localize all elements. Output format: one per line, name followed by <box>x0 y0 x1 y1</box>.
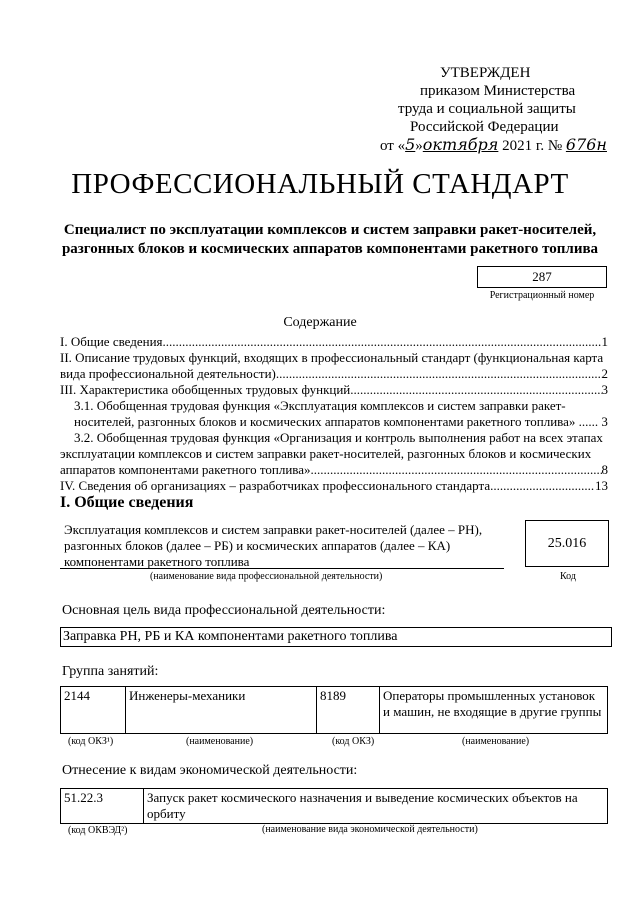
divider <box>60 568 504 569</box>
toc-item[interactable]: II. Описание трудовых функций, входящих в профессиональный стандарт (функциональная карта вида профессиональной деятельности) ..... 2 <box>60 350 608 382</box>
registration-number: 287 <box>477 266 607 288</box>
econ-activity-name: Запуск ракет космического назначения и выведение космических объектов на орбиту <box>144 789 608 824</box>
caption-name: (наименование) <box>462 736 530 747</box>
econ-table <box>60 788 608 824</box>
goal-label: Основная цель вида профессиональной деятельности: <box>62 603 386 618</box>
approval-line: труда и социальной защиты <box>398 101 576 117</box>
activity-code: 25.016 <box>525 520 609 567</box>
activity-name: Эксплуатация комплексов и систем заправки ракет-носителей (далее – РН), разгонных блоков (далее – РБ) и космических аппаратов (далее – КА) компонентами ракетного топлива <box>64 522 483 569</box>
group-label: Группа занятий: <box>62 664 159 679</box>
toc-item[interactable]: 3.2. Обобщенная трудовая функция «Организация и контроль выполнения работ на всех этапах эксплуатации комплексов и систем заправки ракет-носителей, разгонных блоков и космических аппаратов компонентами ракетного топлива» ..... 8 <box>60 430 608 478</box>
okved-code: 51.22.3 <box>61 789 144 824</box>
table-row <box>61 789 608 824</box>
occupation-name: Операторы промышленных установок и машин, не входящие в другие группы <box>380 687 608 734</box>
okz-code: 2144 <box>61 687 126 734</box>
date-day: 5 <box>405 135 416 154</box>
standard-name: Специалист по эксплуатации комплексов и систем заправки ракет-носителей, разгонных блоков и космических аппаратов компонентами ракетного топлива <box>61 222 599 257</box>
page-title: ПРОФЕССИОНАЛЬНЫЙ СТАНДАРТ <box>71 168 569 200</box>
approval-date: от «5»октября 2021 г. № 676н <box>380 135 607 154</box>
toc-item[interactable]: III. Характеристика обобщенных трудовых функций ..... 3 <box>60 382 608 398</box>
caption-name: (наименование) <box>186 736 254 747</box>
table-row <box>61 687 608 734</box>
approval-title: УТВЕРЖДЕН <box>440 65 531 81</box>
registration-label: Регистрационный номер <box>489 290 595 301</box>
caption-okz: (код ОКЗ) <box>332 736 375 747</box>
approval-line: Российской Федерации <box>410 119 559 135</box>
goal-field: Заправка РН, РБ и КА компонентами ракетного топлива <box>60 627 612 647</box>
occupation-name: Инженеры-механики <box>126 687 317 734</box>
toc-heading: Содержание <box>283 315 357 330</box>
econ-label: Отнесение к видам экономической деятельности: <box>62 763 358 778</box>
caption-econ-name: (наименование вида экономической деятельности) <box>262 824 478 835</box>
section-heading: I. Общие сведения <box>60 494 194 511</box>
approval-block <box>380 64 640 155</box>
toc-item[interactable]: I. Общие сведения ..... 1 <box>60 334 608 350</box>
date-month: октября <box>422 135 499 154</box>
order-number: 676н <box>565 135 607 154</box>
code-caption: Код <box>560 571 576 582</box>
toc-item[interactable]: 3.1. Обобщенная трудовая функция «Эксплуатация комплексов и систем заправки ракет- носителей, разгонных блоков и космических аппаратов компонентами ракетного топлива» ...... 3 <box>74 398 608 429</box>
occupation-table <box>60 686 608 734</box>
activity-caption: (наименование вида профессиональной деятельности) <box>150 571 383 582</box>
caption-okved: (код ОКВЭД²) <box>68 825 128 836</box>
approval-line: приказом Министерства <box>420 83 576 99</box>
caption-okz: (код ОКЗ¹) <box>68 736 114 747</box>
toc-item[interactable]: IV. Сведения об организациях – разработчиках профессионального стандарта ..... 13 <box>60 478 608 494</box>
okz-code: 8189 <box>317 687 380 734</box>
toc-list <box>60 334 608 494</box>
